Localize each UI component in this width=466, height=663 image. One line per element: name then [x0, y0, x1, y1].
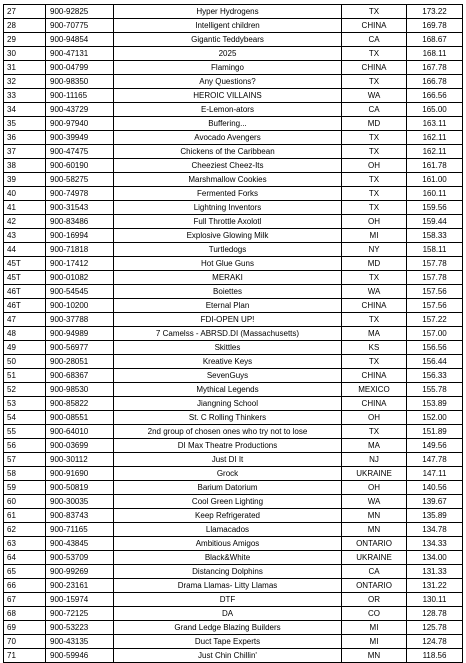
table-row — [4, 257, 463, 271]
team-name-cell: 2025 — [114, 47, 342, 61]
team-id-cell: 900-43729 — [46, 103, 114, 117]
score-cell: 161.78 — [407, 159, 463, 173]
rank-cell: 49 — [4, 341, 46, 355]
rank-cell: 41 — [4, 201, 46, 215]
location-cell: TX — [342, 173, 407, 187]
table-row — [4, 537, 463, 551]
team-name-cell: Fermented Forks — [114, 187, 342, 201]
location-cell: CHINA — [342, 369, 407, 383]
location-cell: ONTARIO — [342, 537, 407, 551]
rank-cell: 48 — [4, 327, 46, 341]
team-id-cell: 900-53709 — [46, 551, 114, 565]
score-cell: 156.56 — [407, 341, 463, 355]
score-cell: 159.44 — [407, 215, 463, 229]
team-id-cell: 900-01082 — [46, 271, 114, 285]
location-cell: CHINA — [342, 299, 407, 313]
team-name-cell: Cool Green Lighting — [114, 495, 342, 509]
results-table-body — [4, 5, 463, 663]
team-name-cell: St. C Rolling Thinkers — [114, 411, 342, 425]
rank-cell: 34 — [4, 103, 46, 117]
team-id-cell: 900-74978 — [46, 187, 114, 201]
location-cell: WA — [342, 495, 407, 509]
table-row — [4, 215, 463, 229]
rank-cell: 60 — [4, 495, 46, 509]
rank-cell: 64 — [4, 551, 46, 565]
table-row — [4, 327, 463, 341]
table-row — [4, 355, 463, 369]
rank-cell: 50 — [4, 355, 46, 369]
team-name-cell: E-Lemon-ators — [114, 103, 342, 117]
location-cell: MA — [342, 439, 407, 453]
score-cell: 118.56 — [407, 649, 463, 663]
team-name-cell: Jiangning School — [114, 397, 342, 411]
team-id-cell: 900-47131 — [46, 47, 114, 61]
rank-cell: 56 — [4, 439, 46, 453]
team-id-cell: 900-11165 — [46, 89, 114, 103]
team-id-cell: 900-37788 — [46, 313, 114, 327]
team-id-cell: 900-98350 — [46, 75, 114, 89]
team-id-cell: 900-31543 — [46, 201, 114, 215]
team-id-cell: 900-30112 — [46, 453, 114, 467]
location-cell: WA — [342, 285, 407, 299]
score-cell: 162.11 — [407, 145, 463, 159]
location-cell: OH — [342, 159, 407, 173]
location-cell: OH — [342, 215, 407, 229]
team-name-cell: Boiettes — [114, 285, 342, 299]
table-row — [4, 187, 463, 201]
table-row — [4, 383, 463, 397]
team-name-cell: Intelligent children — [114, 19, 342, 33]
team-id-cell: 900-10200 — [46, 299, 114, 313]
table-row — [4, 75, 463, 89]
score-cell: 157.56 — [407, 299, 463, 313]
table-row — [4, 117, 463, 131]
team-id-cell: 900-60190 — [46, 159, 114, 173]
location-cell: NJ — [342, 453, 407, 467]
rank-cell: 69 — [4, 621, 46, 635]
location-cell: CA — [342, 565, 407, 579]
score-cell: 134.00 — [407, 551, 463, 565]
score-cell: 134.33 — [407, 537, 463, 551]
table-row — [4, 453, 463, 467]
location-cell: TX — [342, 131, 407, 145]
team-name-cell: Full Throttle Axolotl — [114, 215, 342, 229]
score-cell: 165.00 — [407, 103, 463, 117]
score-cell: 163.11 — [407, 117, 463, 131]
score-cell: 151.89 — [407, 425, 463, 439]
rank-cell: 63 — [4, 537, 46, 551]
score-cell: 158.11 — [407, 243, 463, 257]
location-cell: OH — [342, 481, 407, 495]
location-cell: MN — [342, 649, 407, 663]
rank-cell: 70 — [4, 635, 46, 649]
score-cell: 157.78 — [407, 257, 463, 271]
table-row — [4, 229, 463, 243]
team-id-cell: 900-85822 — [46, 397, 114, 411]
team-id-cell: 900-47475 — [46, 145, 114, 159]
team-name-cell: Hot Glue Guns — [114, 257, 342, 271]
table-row — [4, 481, 463, 495]
table-row — [4, 103, 463, 117]
table-row — [4, 467, 463, 481]
table-row — [4, 551, 463, 565]
rank-cell: 59 — [4, 481, 46, 495]
location-cell: OR — [342, 593, 407, 607]
location-cell: MN — [342, 523, 407, 537]
score-cell: 135.89 — [407, 509, 463, 523]
score-cell: 130.11 — [407, 593, 463, 607]
rank-cell: 65 — [4, 565, 46, 579]
table-row — [4, 173, 463, 187]
rank-cell: 30 — [4, 47, 46, 61]
team-id-cell: 900-50819 — [46, 481, 114, 495]
team-name-cell: Marshmallow Cookies — [114, 173, 342, 187]
team-id-cell: 900-54545 — [46, 285, 114, 299]
score-cell: 157.56 — [407, 285, 463, 299]
location-cell: CHINA — [342, 19, 407, 33]
team-name-cell: Mythical Legends — [114, 383, 342, 397]
table-row — [4, 649, 463, 663]
team-name-cell: FDI-OPEN UP! — [114, 313, 342, 327]
table-row — [4, 271, 463, 285]
location-cell: CA — [342, 33, 407, 47]
score-cell: 155.78 — [407, 383, 463, 397]
team-name-cell: Lightning Inventors — [114, 201, 342, 215]
table-row — [4, 89, 463, 103]
score-cell: 166.56 — [407, 89, 463, 103]
rank-cell: 38 — [4, 159, 46, 173]
team-name-cell: Chickens of the Caribbean — [114, 145, 342, 159]
table-row — [4, 621, 463, 635]
team-name-cell: Flamingo — [114, 61, 342, 75]
table-row — [4, 565, 463, 579]
rank-cell: 53 — [4, 397, 46, 411]
team-name-cell: Buffering... — [114, 117, 342, 131]
location-cell: CO — [342, 607, 407, 621]
team-id-cell: 900-94989 — [46, 327, 114, 341]
score-cell: 131.22 — [407, 579, 463, 593]
table-row — [4, 159, 463, 173]
team-name-cell: Grand Ledge Blazing Builders — [114, 621, 342, 635]
score-cell: 173.22 — [407, 5, 463, 19]
location-cell: TX — [342, 47, 407, 61]
score-cell: 156.44 — [407, 355, 463, 369]
team-name-cell: Cheeziest Cheez-Its — [114, 159, 342, 173]
score-cell: 134.78 — [407, 523, 463, 537]
team-name-cell: DI Max Theatre Productions — [114, 439, 342, 453]
table-row — [4, 243, 463, 257]
location-cell: TX — [342, 425, 407, 439]
rank-cell: 66 — [4, 579, 46, 593]
team-name-cell: MERAKI — [114, 271, 342, 285]
team-name-cell: 2nd group of chosen ones who try not to lose — [114, 425, 342, 439]
rank-cell: 45T — [4, 257, 46, 271]
team-id-cell: 900-68367 — [46, 369, 114, 383]
rank-cell: 37 — [4, 145, 46, 159]
location-cell: TX — [342, 271, 407, 285]
team-id-cell: 900-97940 — [46, 117, 114, 131]
team-name-cell: Avocado Avengers — [114, 131, 342, 145]
team-id-cell: 900-94854 — [46, 33, 114, 47]
location-cell: ONTARIO — [342, 579, 407, 593]
rank-cell: 43 — [4, 229, 46, 243]
results-table — [3, 4, 463, 663]
score-cell: 161.00 — [407, 173, 463, 187]
location-cell: TX — [342, 187, 407, 201]
team-name-cell: Ambitious Amigos — [114, 537, 342, 551]
team-id-cell: 900-71818 — [46, 243, 114, 257]
table-row — [4, 201, 463, 215]
score-cell: 159.56 — [407, 201, 463, 215]
table-row — [4, 635, 463, 649]
score-cell: 147.11 — [407, 467, 463, 481]
rank-cell: 58 — [4, 467, 46, 481]
team-name-cell: Grock — [114, 467, 342, 481]
location-cell: MN — [342, 509, 407, 523]
team-id-cell: 900-28051 — [46, 355, 114, 369]
table-row — [4, 369, 463, 383]
team-id-cell: 900-99269 — [46, 565, 114, 579]
team-id-cell: 900-58275 — [46, 173, 114, 187]
score-cell: 140.56 — [407, 481, 463, 495]
score-cell: 169.78 — [407, 19, 463, 33]
team-name-cell: Turtledogs — [114, 243, 342, 257]
location-cell: TX — [342, 355, 407, 369]
team-name-cell: Black&White — [114, 551, 342, 565]
rank-cell: 57 — [4, 453, 46, 467]
rank-cell: 27 — [4, 5, 46, 19]
team-name-cell: Kreative Keys — [114, 355, 342, 369]
rank-cell: 62 — [4, 523, 46, 537]
team-id-cell: 900-56977 — [46, 341, 114, 355]
location-cell: CA — [342, 103, 407, 117]
location-cell: MI — [342, 635, 407, 649]
team-name-cell: Barium Datorium — [114, 481, 342, 495]
rank-cell: 67 — [4, 593, 46, 607]
table-row — [4, 33, 463, 47]
location-cell: OH — [342, 411, 407, 425]
location-cell: NY — [342, 243, 407, 257]
location-cell: MD — [342, 117, 407, 131]
team-id-cell: 900-91690 — [46, 467, 114, 481]
table-row — [4, 523, 463, 537]
score-cell: 168.11 — [407, 47, 463, 61]
team-name-cell: Eternal Plan — [114, 299, 342, 313]
rank-cell: 45T — [4, 271, 46, 285]
team-id-cell: 900-83743 — [46, 509, 114, 523]
team-name-cell: Any Questions? — [114, 75, 342, 89]
rank-cell: 51 — [4, 369, 46, 383]
rank-cell: 46T — [4, 299, 46, 313]
score-cell: 162.11 — [407, 131, 463, 145]
team-name-cell: HEROIC VILLAINS — [114, 89, 342, 103]
rank-cell: 29 — [4, 33, 46, 47]
team-id-cell: 900-43135 — [46, 635, 114, 649]
rank-cell: 31 — [4, 61, 46, 75]
rank-cell: 35 — [4, 117, 46, 131]
rank-cell: 71 — [4, 649, 46, 663]
score-cell: 157.78 — [407, 271, 463, 285]
location-cell: UKRAINE — [342, 551, 407, 565]
location-cell: MEXICO — [342, 383, 407, 397]
location-cell: TX — [342, 313, 407, 327]
location-cell: TX — [342, 5, 407, 19]
team-name-cell: Llamacados — [114, 523, 342, 537]
location-cell: CHINA — [342, 397, 407, 411]
team-name-cell: Gigantic Teddybears — [114, 33, 342, 47]
score-cell: 166.78 — [407, 75, 463, 89]
location-cell: KS — [342, 341, 407, 355]
rank-cell: 28 — [4, 19, 46, 33]
rank-cell: 55 — [4, 425, 46, 439]
score-cell: 125.78 — [407, 621, 463, 635]
table-row — [4, 495, 463, 509]
score-cell: 160.11 — [407, 187, 463, 201]
table-row — [4, 299, 463, 313]
team-id-cell: 900-39949 — [46, 131, 114, 145]
team-id-cell: 900-15974 — [46, 593, 114, 607]
table-row — [4, 411, 463, 425]
table-row — [4, 607, 463, 621]
team-name-cell: Distancing Dolphins — [114, 565, 342, 579]
score-cell: 139.67 — [407, 495, 463, 509]
rank-cell: 54 — [4, 411, 46, 425]
team-id-cell: 900-72125 — [46, 607, 114, 621]
table-row — [4, 425, 463, 439]
table-row — [4, 509, 463, 523]
team-name-cell: DTF — [114, 593, 342, 607]
table-row — [4, 397, 463, 411]
team-name-cell: Duct Tape Experts — [114, 635, 342, 649]
rank-cell: 68 — [4, 607, 46, 621]
table-row — [4, 313, 463, 327]
team-id-cell: 900-71165 — [46, 523, 114, 537]
score-cell: 131.33 — [407, 565, 463, 579]
rank-cell: 47 — [4, 313, 46, 327]
score-cell: 157.22 — [407, 313, 463, 327]
team-id-cell: 900-17412 — [46, 257, 114, 271]
table-row — [4, 61, 463, 75]
team-id-cell: 900-08551 — [46, 411, 114, 425]
score-cell: 168.67 — [407, 33, 463, 47]
score-cell: 147.78 — [407, 453, 463, 467]
location-cell: UKRAINE — [342, 467, 407, 481]
table-row — [4, 439, 463, 453]
team-name-cell: Explosive Glowing Milk — [114, 229, 342, 243]
location-cell: CHINA — [342, 61, 407, 75]
location-cell: WA — [342, 89, 407, 103]
score-cell: 124.78 — [407, 635, 463, 649]
table-row — [4, 285, 463, 299]
team-id-cell: 900-64010 — [46, 425, 114, 439]
rank-cell: 52 — [4, 383, 46, 397]
team-name-cell: Skittles — [114, 341, 342, 355]
team-id-cell: 900-98530 — [46, 383, 114, 397]
table-row — [4, 593, 463, 607]
score-cell: 152.00 — [407, 411, 463, 425]
table-row — [4, 145, 463, 159]
location-cell: TX — [342, 75, 407, 89]
team-id-cell: 900-70775 — [46, 19, 114, 33]
table-row — [4, 47, 463, 61]
rank-cell: 33 — [4, 89, 46, 103]
team-name-cell: Just Chin Chillin' — [114, 649, 342, 663]
team-name-cell: Drama Llamas- Litty Llamas — [114, 579, 342, 593]
rank-cell: 40 — [4, 187, 46, 201]
table-row — [4, 131, 463, 145]
location-cell: MD — [342, 257, 407, 271]
team-id-cell: 900-04799 — [46, 61, 114, 75]
team-id-cell: 900-59946 — [46, 649, 114, 663]
location-cell: MA — [342, 327, 407, 341]
rank-cell: 44 — [4, 243, 46, 257]
rank-cell: 46T — [4, 285, 46, 299]
location-cell: TX — [342, 201, 407, 215]
team-id-cell: 900-30035 — [46, 495, 114, 509]
table-row — [4, 5, 463, 19]
score-cell: 156.33 — [407, 369, 463, 383]
score-cell: 157.00 — [407, 327, 463, 341]
table-row — [4, 579, 463, 593]
rank-cell: 42 — [4, 215, 46, 229]
team-id-cell: 900-83486 — [46, 215, 114, 229]
team-name-cell: 7 Camelss - ABRSD.DI (Massachusetts) — [114, 327, 342, 341]
team-name-cell: Hyper Hydrogens — [114, 5, 342, 19]
score-cell: 128.78 — [407, 607, 463, 621]
team-id-cell: 900-16994 — [46, 229, 114, 243]
score-cell: 167.78 — [407, 61, 463, 75]
team-name-cell: DA — [114, 607, 342, 621]
team-id-cell: 900-03699 — [46, 439, 114, 453]
score-cell: 149.56 — [407, 439, 463, 453]
rank-cell: 32 — [4, 75, 46, 89]
score-cell: 158.33 — [407, 229, 463, 243]
rank-cell: 36 — [4, 131, 46, 145]
team-id-cell: 900-53223 — [46, 621, 114, 635]
team-id-cell: 900-92825 — [46, 5, 114, 19]
team-name-cell: Just DI It — [114, 453, 342, 467]
score-cell: 153.89 — [407, 397, 463, 411]
team-name-cell: SevenGuys — [114, 369, 342, 383]
location-cell: MI — [342, 621, 407, 635]
table-row — [4, 19, 463, 33]
rank-cell: 61 — [4, 509, 46, 523]
team-id-cell: 900-43845 — [46, 537, 114, 551]
table-row — [4, 341, 463, 355]
location-cell: MI — [342, 229, 407, 243]
location-cell: TX — [342, 145, 407, 159]
team-id-cell: 900-23161 — [46, 579, 114, 593]
team-name-cell: Keep Refrigerated — [114, 509, 342, 523]
rank-cell: 39 — [4, 173, 46, 187]
